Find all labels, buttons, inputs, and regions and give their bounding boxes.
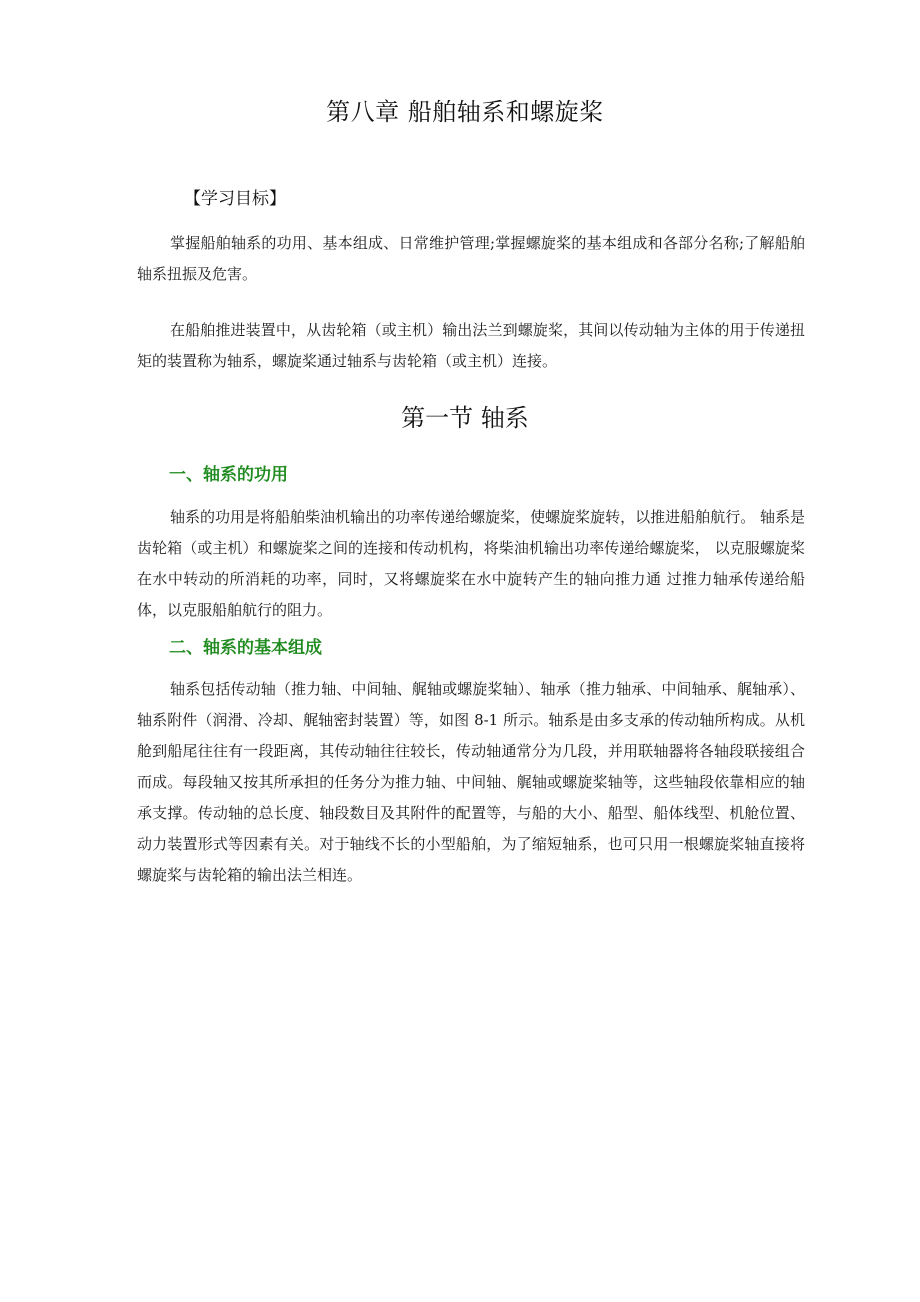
composition-heading: 二、轴系的基本组成 [169,638,322,658]
section-title: 第一节 轴系 [401,404,529,432]
intro-paragraph: 在船舶推进装置中，从齿轮箱（或主机）输出法兰到螺旋桨，其间以传动轴为主体的用于传递扭矩的装置称为轴系，螺旋桨通过轴系与齿轮箱（或主机）连接。 [137,321,805,370]
function-paragraph: 轴系的功用是将船舶柴油机输出的功率传递给螺旋桨，使螺旋桨旋转，以推进船舶航行。 轴系是齿轮箱（或主机）和螺旋桨之间的连接和传动机构，将柴油机输出功率传递给螺旋桨， 以克服螺旋桨在水中转动的所消耗的功率，同时，又将螺旋桨在水中旋转产生的轴向推力通 过推力轴承传递给船体，以克服船舶航行的阻力。 [137,508,805,619]
function-heading: 一、轴系的功用 [169,465,288,485]
chapter-title: 第八章 船舶轴系和螺旋桨 [326,98,604,126]
composition-paragraph: 轴系包括传动轴（推力轴、中间轴、艉轴或螺旋桨轴）、轴承（推力轴承、中间轴承、艉轴承）、轴系附件（润滑、冷却、艉轴密封装置）等，如图 8-1 所示。轴系是由多支承的传动轴所构成。从机舱到船尾往往有一段距离，其传动轴往往较长，传动轴通常分为几段，并用联轴器将各轴段联接组合而成。每段轴又按其所承担的任务分为推力轴、中间轴、艉轴或螺旋桨轴等，这些轴段依靠相应的轴承支撑。传动轴的总长度、轴段数目及其附件的配置等，与船的大小、船型、船体线型、机舱位置、动力装置形式等因素有关。对于轴线不长的小型船舶，为了缩短轴系，也可只用一根螺旋桨轴直接将螺旋桨与齿轮箱的输出法兰相连。 [137,680,805,884]
objectives-heading: 【学习目标】 [184,189,286,209]
objectives-paragraph: 掌握船舶轴系的功用、基本组成、日常维护管理;掌握螺旋桨的基本组成和各部分名称;了解船舶轴系扭振及危害。 [137,234,805,283]
